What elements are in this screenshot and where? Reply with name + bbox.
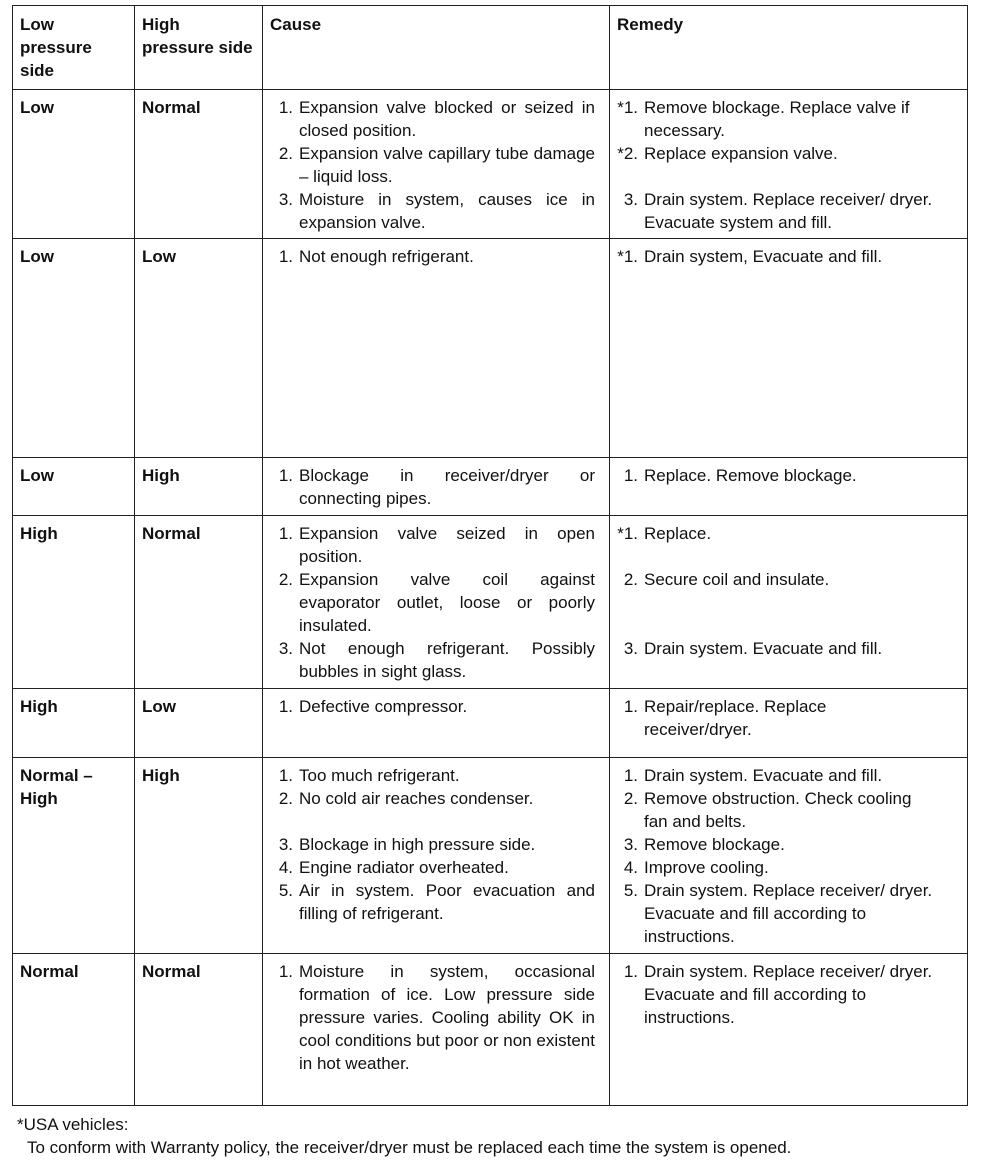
- low-side-value: Low: [13, 458, 135, 516]
- remedy-cell: [610, 954, 968, 1106]
- cause-cell: [263, 758, 610, 954]
- cause-item: 1. Too much refrigerant.: [278, 766, 460, 785]
- remedy-item: 4. Improve cooling.: [623, 858, 769, 877]
- remedy-item: 2. Remove obstruction. Check cooling fan and belts.: [623, 789, 912, 831]
- footnote: [17, 1113, 791, 1159]
- table-row: [13, 90, 968, 239]
- low-side-value: Low: [13, 239, 135, 458]
- remedy-item: 1. Repair/replace. Replace receiver/dryer.: [623, 697, 827, 739]
- cause-item: 1. Not enough refrigerant.: [278, 247, 474, 266]
- remedy-item: 1. Drain system. Replace receiver/ dryer. Evacuate and fill according to instructions.: [623, 962, 933, 1027]
- remedy-cell: [610, 516, 968, 689]
- remedy-cell: [610, 458, 968, 516]
- cause-item: 1. Expansion valve blocked or seized in closed position.: [278, 98, 595, 140]
- footnote-title: *USA vehicles:: [17, 1115, 129, 1134]
- high-side-value: Normal: [135, 90, 263, 239]
- cause-item: 5. Air in system. Poor evacuation and filling of refrigerant.: [278, 881, 595, 923]
- cause-item: 2. Expansion valve capillary tube damage – liquid loss.: [278, 144, 595, 186]
- high-side-value: Normal: [135, 954, 263, 1106]
- high-side-value: Low: [135, 239, 263, 458]
- remedy-item: 3. Remove blockage.: [623, 835, 785, 854]
- remedy-item: 3. Drain system. Replace receiver/ dryer. Evacuate system and fill.: [623, 190, 933, 232]
- low-side-value: Normal: [13, 954, 135, 1106]
- remedy-cell: [610, 758, 968, 954]
- cause-cell: [263, 516, 610, 689]
- high-side-value: Normal: [135, 516, 263, 689]
- low-side-value: Low: [13, 90, 135, 239]
- high-side-value: Low: [135, 689, 263, 758]
- cause-item: 3. Not enough refrigerant. Possibly bubbles in sight glass.: [278, 639, 595, 681]
- header-remedy: Remedy: [610, 6, 968, 90]
- cause-cell: [263, 90, 610, 239]
- footnote-text: To conform with Warranty policy, the receiver/dryer must be replaced each time the system is opened.: [27, 1138, 792, 1157]
- remedy-item: 2. Secure coil and insulate.: [623, 570, 830, 589]
- remedy-item: *1. Remove blockage. Replace valve if necessary.: [617, 98, 910, 140]
- remedy-item: 1. Replace. Remove blockage.: [623, 466, 857, 485]
- header-high-pressure-side: High pressure side: [135, 6, 263, 90]
- table-row: [13, 758, 968, 954]
- cause-cell: [263, 689, 610, 758]
- cause-cell: [263, 239, 610, 458]
- cause-cell: [263, 458, 610, 516]
- low-side-value: Normal – High: [13, 758, 135, 954]
- troubleshooting-table: [12, 5, 968, 1106]
- remedy-item: 1. Drain system. Evacuate and fill.: [623, 766, 883, 785]
- low-side-value: High: [13, 689, 135, 758]
- cause-item: 1. Defective compressor.: [278, 697, 468, 716]
- cause-item: 3. Blockage in high pressure side.: [278, 835, 536, 854]
- cause-cell: [263, 954, 610, 1106]
- remedy-cell: [610, 239, 968, 458]
- cause-item: 4. Engine radiator overheated.: [278, 858, 509, 877]
- remedy-item: *1. Drain system, Evacuate and fill.: [617, 247, 883, 266]
- remedy-item: *2. Replace expansion valve.: [617, 144, 838, 163]
- header-cause: Cause: [263, 6, 610, 90]
- remedy-item: 3. Drain system. Evacuate and fill.: [623, 639, 883, 658]
- cause-item: 2. No cold air reaches condenser.: [278, 789, 534, 808]
- table-row: [13, 689, 968, 758]
- cause-item: 1. Expansion valve seized in open position.: [278, 524, 595, 566]
- table-row: [13, 516, 968, 689]
- high-side-value: High: [135, 458, 263, 516]
- remedy-cell: [610, 90, 968, 239]
- table-row: [13, 954, 968, 1106]
- header-low-pressure-side: Low pressure side: [13, 6, 135, 90]
- remedy-cell: [610, 689, 968, 758]
- cause-item: 1. Moisture in system, occasional formation of ice. Low pressure side pressure varies. Cooling ability OK in cool conditions but poor or non existent in hot weather.: [278, 962, 595, 1073]
- table-row: [13, 239, 968, 458]
- remedy-item: 5. Drain system. Replace receiver/ dryer. Evacuate and fill according to instructions.: [623, 881, 933, 946]
- remedy-item: *1. Replace.: [617, 524, 712, 543]
- cause-item: 1. Blockage in receiver/dryer or connecting pipes.: [278, 466, 595, 508]
- cause-item: 2. Expansion valve coil against evaporator outlet, loose or poorly insulated.: [278, 570, 595, 635]
- cause-item: 3. Moisture in system, causes ice in expansion valve.: [278, 190, 595, 232]
- header-row: [13, 6, 968, 90]
- table-row: [13, 458, 968, 516]
- low-side-value: High: [13, 516, 135, 689]
- high-side-value: High: [135, 758, 263, 954]
